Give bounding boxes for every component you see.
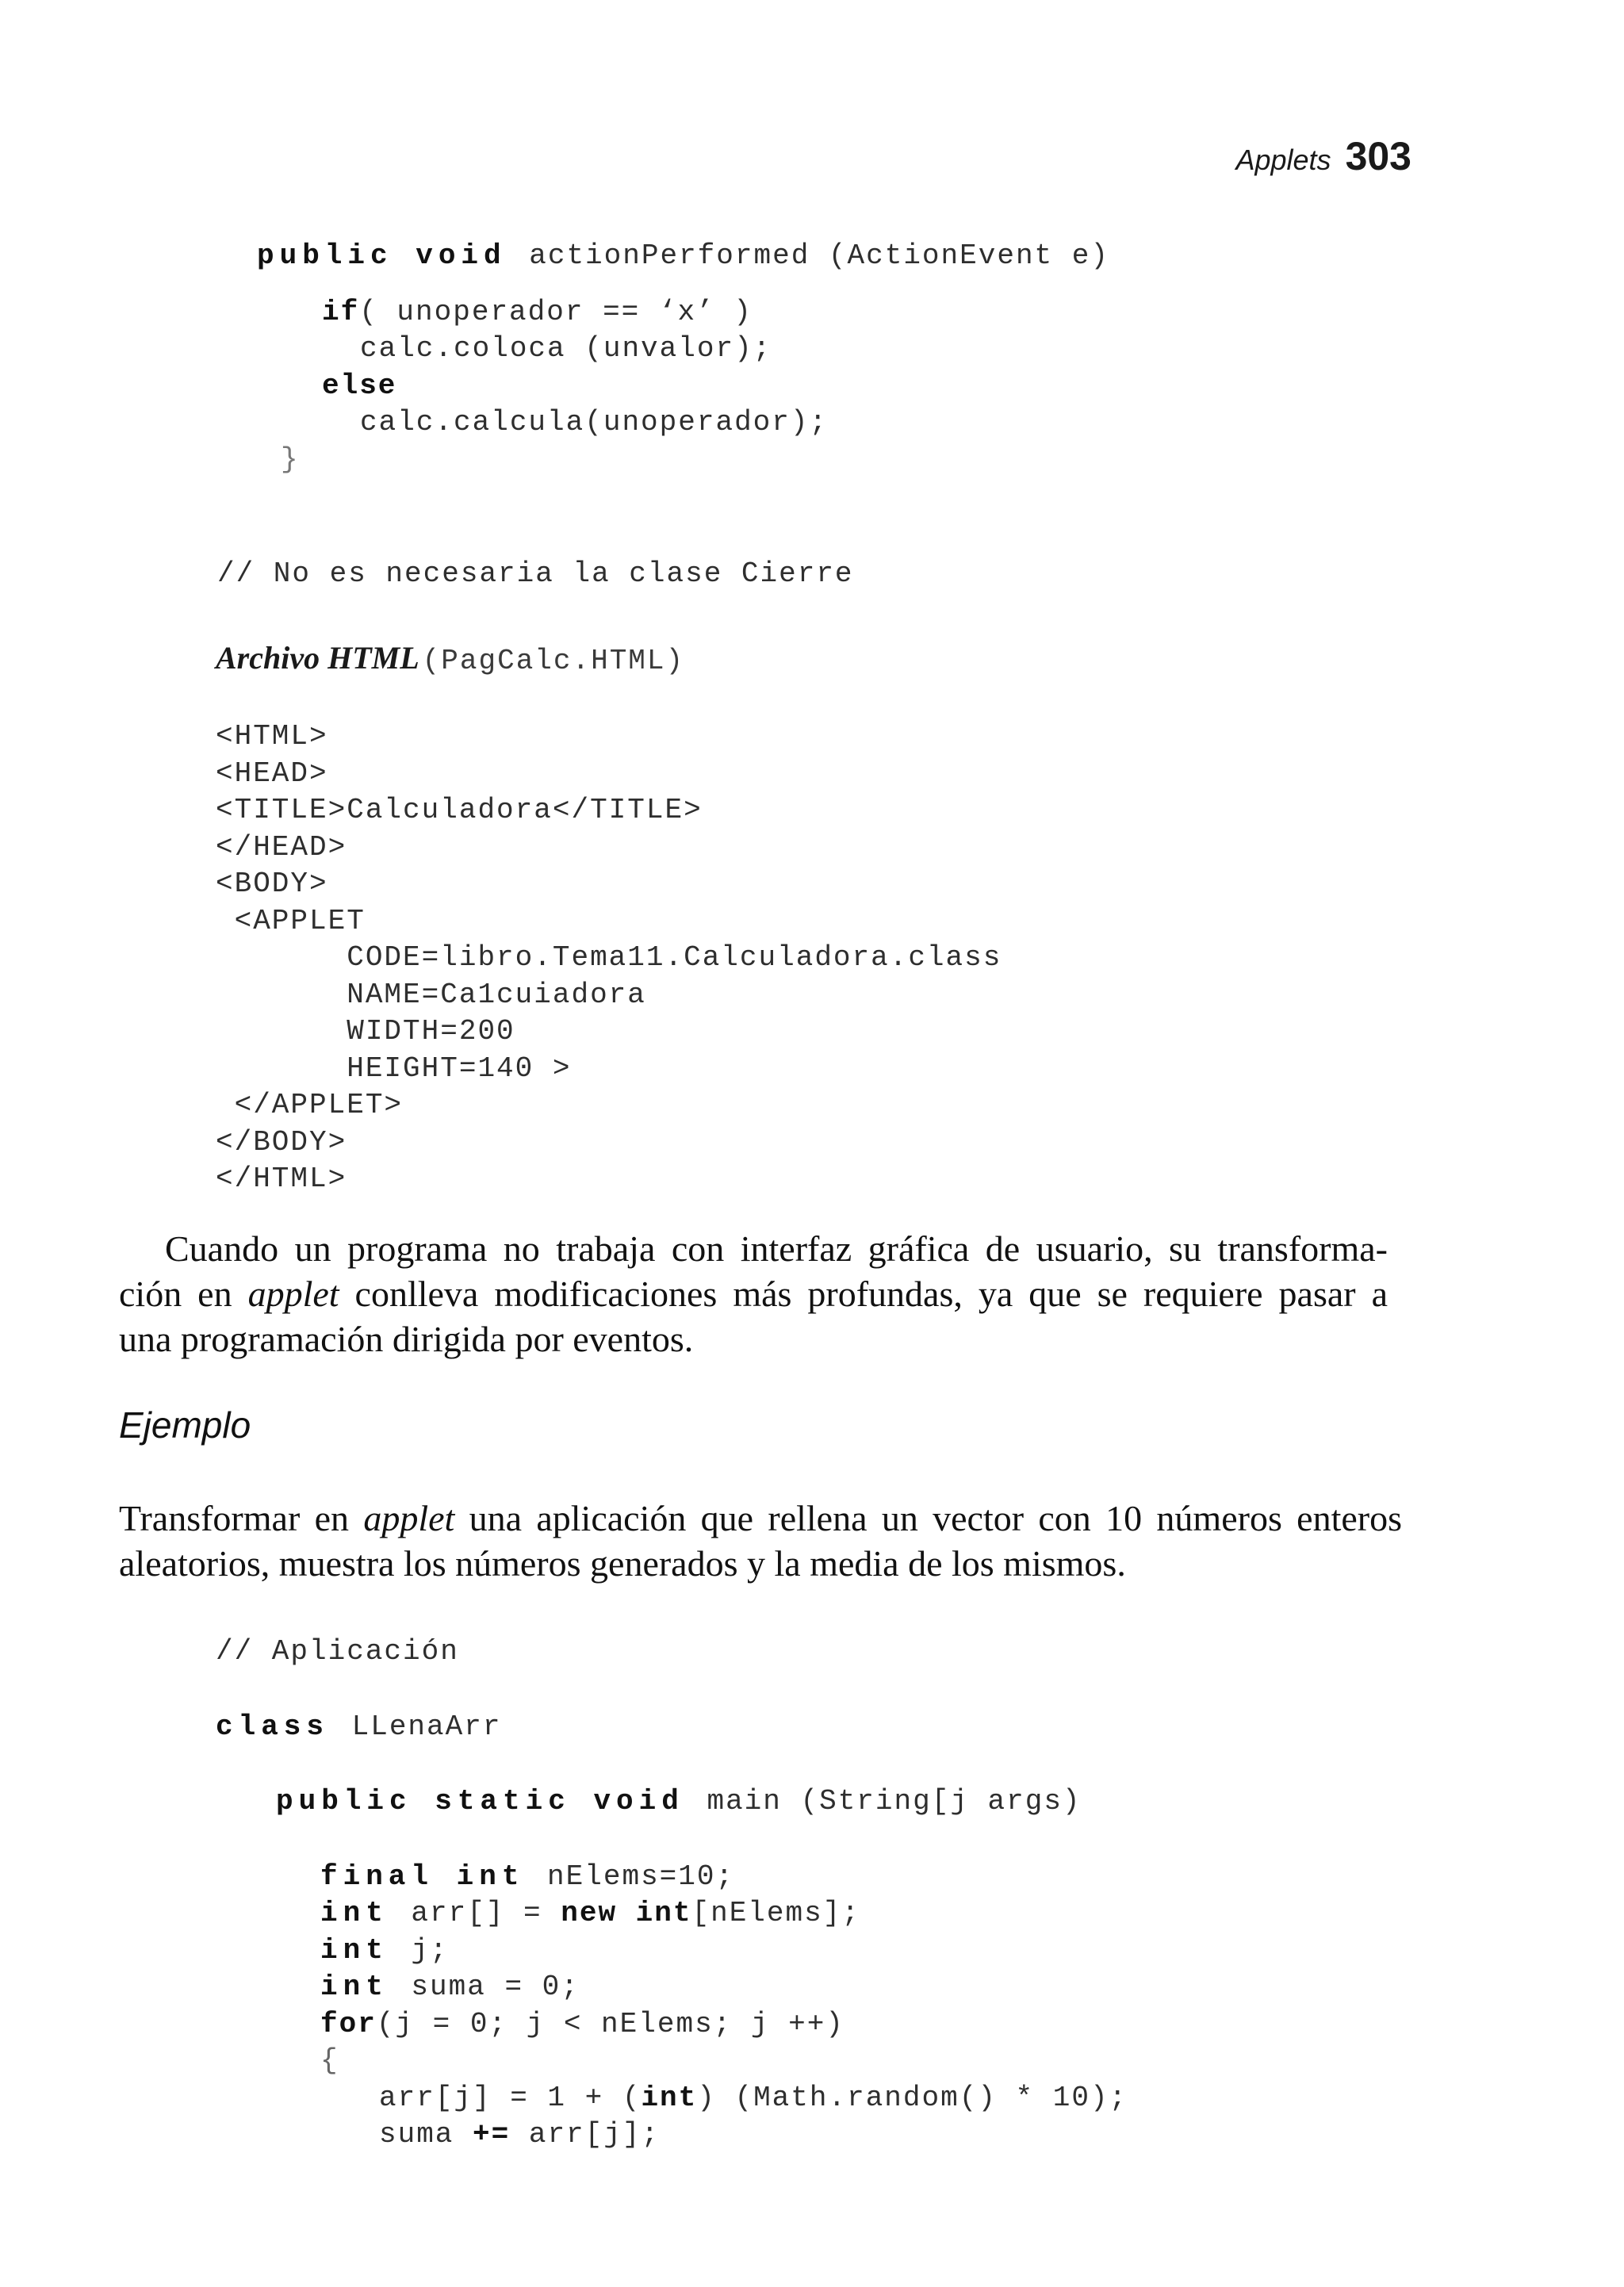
code-line: for(j = 0; j < nElems; j ++) (320, 2007, 845, 2040)
code-line: calc.calcula(unoperador); (360, 406, 829, 439)
code-comment: // Aplicación (216, 1635, 459, 1668)
code-line: <HTML> (216, 720, 328, 753)
code-line: CODE=libro.Tema11.Calculadora.class (216, 941, 1002, 974)
code-block-html-file (216, 718, 1002, 1198)
paragraph-line: ción en applet conlleva modificaciones más profundas, ya que se requiere pasar a (119, 1274, 1388, 1314)
code-line: <BODY> (216, 868, 328, 900)
code-line: WIDTH=200 (216, 1015, 515, 1048)
running-title: Applets (1235, 144, 1331, 176)
paragraph-gui-transform (119, 1226, 1388, 1362)
paragraph-exercise (119, 1496, 1402, 1586)
paragraph-line: aleatorios, muestra los números generados y la media de los mismos. (119, 1543, 1126, 1584)
code-line: <HEAD> (216, 757, 328, 790)
code-line: int j; (320, 1933, 449, 1967)
caption-filename: (PagCalc.HTML) (422, 645, 685, 677)
code-line: arr[j] = 1 + (int) (Math.random() * 10); (379, 2081, 1128, 2114)
code-line: suma += arr[j]; (379, 2118, 661, 2151)
code-line: } (281, 442, 300, 476)
code-line: final int nElems=10; (320, 1860, 735, 1893)
html-file-caption (216, 639, 684, 677)
code-line: public static void main (String[j args) (276, 1785, 1082, 1818)
code-line: </BODY> (216, 1125, 347, 1159)
page-header (1031, 133, 1411, 179)
code-comment: // No es necesaria la clase Cierre (217, 557, 854, 590)
code-line: <APPLET (216, 904, 366, 937)
code-line: public void actionPerformed (ActionEvent e) (257, 239, 1109, 272)
code-line: else (322, 369, 397, 402)
page-number: 303 (1345, 134, 1411, 178)
code-line: </APPLET> (216, 1089, 404, 1121)
code-line: </HTML> (216, 1163, 347, 1195)
code-line: class LLenaArr (216, 1710, 502, 1743)
code-line: NAME=Ca1cuiadora (216, 978, 646, 1011)
code-line: <TITLE>Calculadora</TITLE> (216, 794, 703, 826)
paragraph-line: una programación dirigida por eventos. (119, 1319, 694, 1359)
code-line: </HEAD> (216, 830, 347, 864)
caption-title: Archivo HTML (216, 640, 419, 676)
code-line: int arr[] = new int[nElems]; (320, 1897, 860, 1929)
code-line: HEIGHT=140 > (216, 1052, 572, 1085)
section-heading: Ejemplo (119, 1404, 251, 1446)
paragraph-line: Cuando un programa no trabaja con interfaz gráfica de usuario, su transforma- (165, 1228, 1388, 1269)
code-block-llenaarr (216, 1634, 1128, 2154)
code-line: calc.coloca (unvalor); (360, 332, 772, 365)
paragraph-line: Transformar en applet una aplicación que rellena un vector con 10 números enteros (119, 1498, 1402, 1538)
code-line: { (320, 2044, 339, 2077)
code-line: if( unoperador == ‘x’ ) (322, 295, 753, 328)
code-block-action-performed (217, 238, 1109, 593)
code-line: int suma = 0; (320, 1971, 580, 2003)
